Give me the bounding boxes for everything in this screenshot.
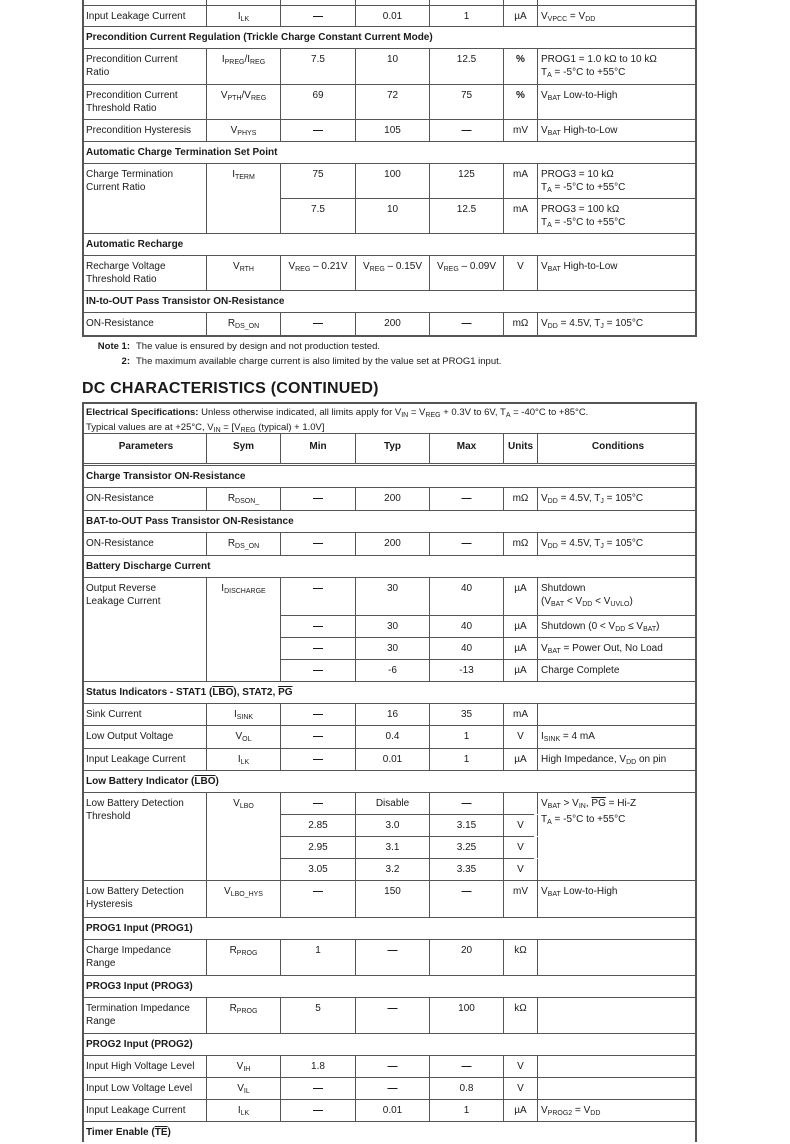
param-cell: Input Leakage Current [84,749,207,770]
cond-cell: Shutdown $(0 < V_{DD} \le V_{BAT})$ [541,621,660,633]
param-cell: Low Battery Detection Threshold [84,793,207,880]
units-cell: µA [504,1100,538,1121]
cond-cell: High Impedance, $V_{DD}$ on pin [541,754,667,766]
sym-cell: $I_{LK}$ [207,749,281,770]
min-cell: — [281,533,356,555]
table-row [84,881,695,918]
typ-cell: Disable [356,793,430,814]
param-cell: Charge Termination Current Ratio [84,164,207,233]
max-cell: — [430,533,504,555]
min-cell: — [281,616,356,637]
param-cell: Precondition Hysteresis [84,120,207,141]
note-text: The maximum available charge current is also limited by the value set at PROG1 input. [136,356,502,367]
units-cell: µA [504,616,538,637]
max-cell: 40 [430,616,504,637]
header-min: Min [281,434,356,463]
units-cell: kΩ [504,940,538,975]
param-cell: Input Leakage Current [84,6,207,26]
units-cell: % [504,85,538,119]
min-cell: — [281,881,356,917]
min-cell: 2.95 [281,837,356,858]
section-header: Battery Discharge Current [84,556,695,578]
section-header: PROG1 Input (PROG1) [84,918,695,940]
max-cell: 3.25 [430,837,504,858]
sym-cell: $I_{LK}$ [207,1100,281,1121]
typ-cell: 10 [356,199,430,233]
max-cell: 40 [430,638,504,659]
min-cell: 7.5 [281,199,356,233]
units-cell: mΩ [504,488,538,510]
max-cell: 35 [430,704,504,725]
units-cell: kΩ [504,998,538,1033]
min-cell: 69 [281,85,356,119]
param-cell: ON-Resistance [84,313,207,335]
units-cell: mV [504,120,538,141]
table-row [84,120,695,142]
min-cell: 1.8 [281,1056,356,1077]
max-cell: 1 [430,749,504,770]
units-cell: µA [504,638,538,659]
cond-cell: $V_{BAT}$ High-to-Low [541,125,618,137]
units-cell: µA [504,749,538,770]
min-cell: — [281,578,356,615]
sym-cell: $R_{DS\_ON}$ [207,533,281,555]
header-parameters: Parameters [84,434,207,463]
min-cell: — [281,488,356,510]
max-cell: — [430,313,504,335]
section-header: PROG3 Input (PROG3) [84,976,695,998]
typ-cell: — [356,998,430,1033]
param-cell: ON-Resistance [84,488,207,510]
cond-cell: $V_{BAT}$ Low-to-High [541,886,618,898]
typ-cell: -6 [356,660,430,682]
cond-cell [538,704,695,725]
table-row [84,940,695,976]
cond-cell [538,940,695,975]
param-cell: Input Leakage Current [84,1100,207,1121]
units-cell: µA [504,578,538,615]
param-cell: Charge Impedance Range [84,940,207,975]
table-subrow [281,793,534,815]
sym-cell: $V_{RTH}$ [207,256,281,290]
sym-cell: $I_{LK}$ [207,6,281,26]
table-subrow [281,859,534,881]
cond-cell [538,1056,695,1077]
table-row [84,1056,695,1078]
cond-cell: $V_{DD} = 4.5V$, $T_J = 105^\circ C$ [541,538,644,550]
note-1 [84,341,380,352]
electrical-specifications [84,404,695,434]
table-subrow [281,638,695,660]
min-cell: — [281,793,356,814]
param-cell: ON-Resistance [84,533,207,555]
units-cell: V [504,726,538,748]
spec-label: Electrical Specifications: [86,407,199,418]
table-row [84,313,695,335]
note-label: Note 1: [97,341,130,352]
units-cell: mV [504,881,538,917]
units-cell: mA [504,704,538,725]
max-cell: -13 [430,660,504,682]
typ-cell: — [356,1056,430,1077]
units-cell: V [504,1078,538,1099]
param-cell: Sink Current [84,704,207,725]
table-subrow [281,578,695,616]
max-cell: — [430,793,504,814]
max-cell: — [430,881,504,917]
sym-cell: $R_{DSON\_}$ [207,488,281,510]
table-row [84,85,695,120]
section-header: BAT-to-OUT Pass Transistor ON-Resistance [84,511,695,533]
typ-cell: $V_{REG} - 0.15V$ [356,256,430,290]
units-cell: V [504,837,538,858]
param-cell: Precondition Current Ratio [84,49,207,84]
typ-cell: 150 [356,881,430,917]
typ-cell: 3.1 [356,837,430,858]
typ-cell: — [356,1078,430,1099]
cond-cell: $V_{VPCC} = V_{DD}$ [541,11,596,23]
typ-cell: 100 [356,164,430,198]
min-cell: 1 [281,940,356,975]
cond-cell: $V_{BAT}$ High-to-Low [541,261,618,273]
sym-cell: $V_{PHYS}$ [207,120,281,141]
typ-cell: 30 [356,616,430,637]
min-cell: 5 [281,998,356,1033]
max-cell: $V_{REG} - 0.09V$ [430,256,504,290]
min-cell: — [281,1100,356,1121]
param-cell: Termination Impedance Range [84,998,207,1033]
min-cell: — [281,638,356,659]
typ-cell: 16 [356,704,430,725]
table-row [84,998,695,1034]
typ-cell: 72 [356,85,430,119]
units-cell: mA [504,164,538,198]
spec-line-2: Typical values are at +25°C, $V_{IN} = [V_{REG}$ (typical) + 1.0V] [86,422,325,434]
param-cell: Output Reverse Leakage Current [84,578,207,681]
typ-cell: 30 [356,638,430,659]
table-row [84,1100,695,1122]
table-subrow [281,616,695,638]
units-cell: µA [504,660,538,682]
header-conditions: Conditions [591,441,645,452]
sym-cell: $R_{PROG}$ [207,940,281,975]
max-cell: 3.35 [430,859,504,881]
table-row [84,749,695,771]
header-sym: Sym [207,434,281,463]
min-cell: 7.5 [281,49,356,84]
units-cell: mA [504,199,538,233]
section-header: Precondition Current Regulation (Trickle Charge Constant Current Mode) [84,27,695,49]
typ-cell: 10 [356,49,430,84]
table-row [84,256,695,291]
max-cell: 1 [430,1100,504,1121]
min-cell: — [281,120,356,141]
section-title: DC CHARACTERISTICS (CONTINUED) [82,380,379,397]
max-cell: 1 [430,726,504,748]
min-cell: 3.05 [281,859,356,881]
max-cell: 0.8 [430,1078,504,1099]
note-text: The value is ensured by design and not production tested. [136,341,380,352]
max-cell: — [430,1056,504,1077]
sym-cell: $V_{LBO\_HYS}$ [207,881,281,917]
typ-cell: 0.01 [356,749,430,770]
header-max: Max [430,434,504,463]
min-cell: — [281,6,356,26]
table-subrow [281,199,695,234]
header-units: Units [504,434,538,463]
dc-table-continued [82,402,697,1142]
table-row [84,49,695,85]
param-cell: Low Output Voltage [84,726,207,748]
max-cell: 20 [430,940,504,975]
sym-cell: $I_{SINK}$ [207,704,281,725]
note-2 [84,356,501,367]
dc-table-top [82,0,697,337]
table-row [84,6,695,27]
table-row [84,726,695,749]
param-cell: Recharge Voltage Threshold Ratio [84,256,207,290]
units-cell: V [504,859,538,881]
sym-cell: $R_{DS\_ON}$ [207,313,281,335]
units-cell [504,793,538,814]
typ-cell: 0.4 [356,726,430,748]
typ-cell: 0.01 [356,1100,430,1121]
max-cell: — [430,488,504,510]
cond-cell: Charge Complete [541,665,620,676]
cond-cell: Shutdown $(V_{BAT} < V_{DD} < V_{UVLO})$ [541,583,633,608]
table-row [84,1078,695,1100]
param-cell: Low Battery Detection Hysteresis [84,881,207,917]
max-cell: — [430,120,504,141]
sym-cell: $I_{DISCHARGE}$ [207,578,281,681]
max-cell: 1 [430,6,504,26]
section-header: Charge Transistor ON-Resistance [84,466,695,488]
typ-cell: 0.01 [356,6,430,26]
sym-cell: $R_{PROG}$ [207,998,281,1033]
cond-cell: PROG3 = 100 kΩ $T_A = -5^\circ C$ to +55°C [541,204,626,229]
max-cell: 75 [430,85,504,119]
sym-cell: $V_{IL}$ [207,1078,281,1099]
section-header: PROG2 Input (PROG2) [84,1034,695,1056]
sym-cell: $V_{IH}$ [207,1056,281,1077]
section-header: Automatic Recharge [84,234,695,256]
typ-cell: 105 [356,120,430,141]
cond-cell: $V_{DD} = 4.5V$, $T_J = 105^\circ C$ [541,493,644,505]
cond-cell: PROG1 = 1.0 kΩ to 10 kΩ $T_A = -5^\circ C$ to +55°C [541,54,657,79]
min-cell: — [281,726,356,748]
units-cell: µA [504,6,538,26]
max-cell: 12.5 [430,199,504,233]
cond-cell: $V_{BAT} > V_{IN}$, $\overline{PG} = Hi-Z$ $T_A = -5^\circ C$ to +55°C [541,798,637,826]
table-subrow [281,837,534,859]
units-cell: mΩ [504,313,538,335]
min-cell: — [281,660,356,682]
units-cell: % [504,49,538,84]
section-header: Low Battery Indicator $(\overline{LBO})$ [84,771,695,793]
header-typ: Typ [356,434,430,463]
param-cell: Precondition Current Threshold Ratio [84,85,207,119]
section-header: Timer Enable $(\overline{TE})$ [86,1127,171,1138]
min-cell: — [281,1078,356,1099]
table-header [84,434,695,466]
cond-cell: $V_{BAT}$ = Power Out, No Load [541,643,663,655]
param-cell: Input Low Voltage Level [84,1078,207,1099]
cond-cell: $I_{SINK} = 4$ mA [541,731,595,743]
min-cell: — [281,749,356,770]
sym-cell: $V_{LBO}$ [207,793,281,880]
sym-cell: $V_{PTH}/V_{REG}$ [207,85,281,119]
units-cell: V [504,815,538,836]
cond-cell: $V_{PROG2} = V_{DD}$ [541,1105,601,1117]
section-header: Status Indicators - STAT1 $(\overline{LBO})$, STAT2, $\overline{PG}$ [84,682,695,704]
cond-cell: $V_{BAT}$ Low-to-High [541,90,618,102]
max-cell: 3.15 [430,815,504,836]
param-cell: Input High Voltage Level [84,1056,207,1077]
table-subrow [281,815,534,837]
sym-cell: $V_{OL}$ [207,726,281,748]
typ-cell: 3.0 [356,815,430,836]
typ-cell: 200 [356,533,430,555]
units-cell: mΩ [504,533,538,555]
typ-cell: 200 [356,488,430,510]
units-cell: V [504,1056,538,1077]
max-cell: 12.5 [430,49,504,84]
typ-cell: 200 [356,313,430,335]
section-header: IN-to-OUT Pass Transistor ON-Resistance [84,291,695,313]
table-row [84,533,695,556]
min-cell: — [281,704,356,725]
typ-cell: — [356,940,430,975]
max-cell: 40 [430,578,504,615]
cond-cell [538,998,695,1033]
table-subrow [281,660,695,682]
units-cell: V [504,256,538,290]
cond-cell: PROG3 = 10 kΩ $T_A = -5^\circ C$ to +55°C [541,169,626,194]
sym-cell: $I_{TERM}$ [207,164,281,233]
max-cell: 100 [430,998,504,1033]
spec-line-1: Unless otherwise indicated, all limits apply for $V_{IN} = V_{REG} + 0.3V$ to 6V, $T_A = -40^\circ C$ to +85°C. [198,407,589,419]
table-row [84,704,695,726]
typ-cell: 30 [356,578,430,615]
table-subrow [281,164,695,199]
cond-cell: $V_{DD} = 4.5V$, $T_J = 105^\circ C$ [541,318,644,330]
table-row [84,488,695,511]
min-cell: 2.85 [281,815,356,836]
cond-cell [538,1078,695,1099]
typ-cell: 3.2 [356,859,430,881]
min-cell: — [281,313,356,335]
note-label: 2: [121,356,130,367]
min-cell: $V_{REG} - 0.21V$ [281,256,356,290]
max-cell: 125 [430,164,504,198]
section-header: Automatic Charge Termination Set Point [84,142,695,164]
sym-cell: $I_{PREG}/I_{REG}$ [207,49,281,84]
min-cell: 75 [281,164,356,198]
